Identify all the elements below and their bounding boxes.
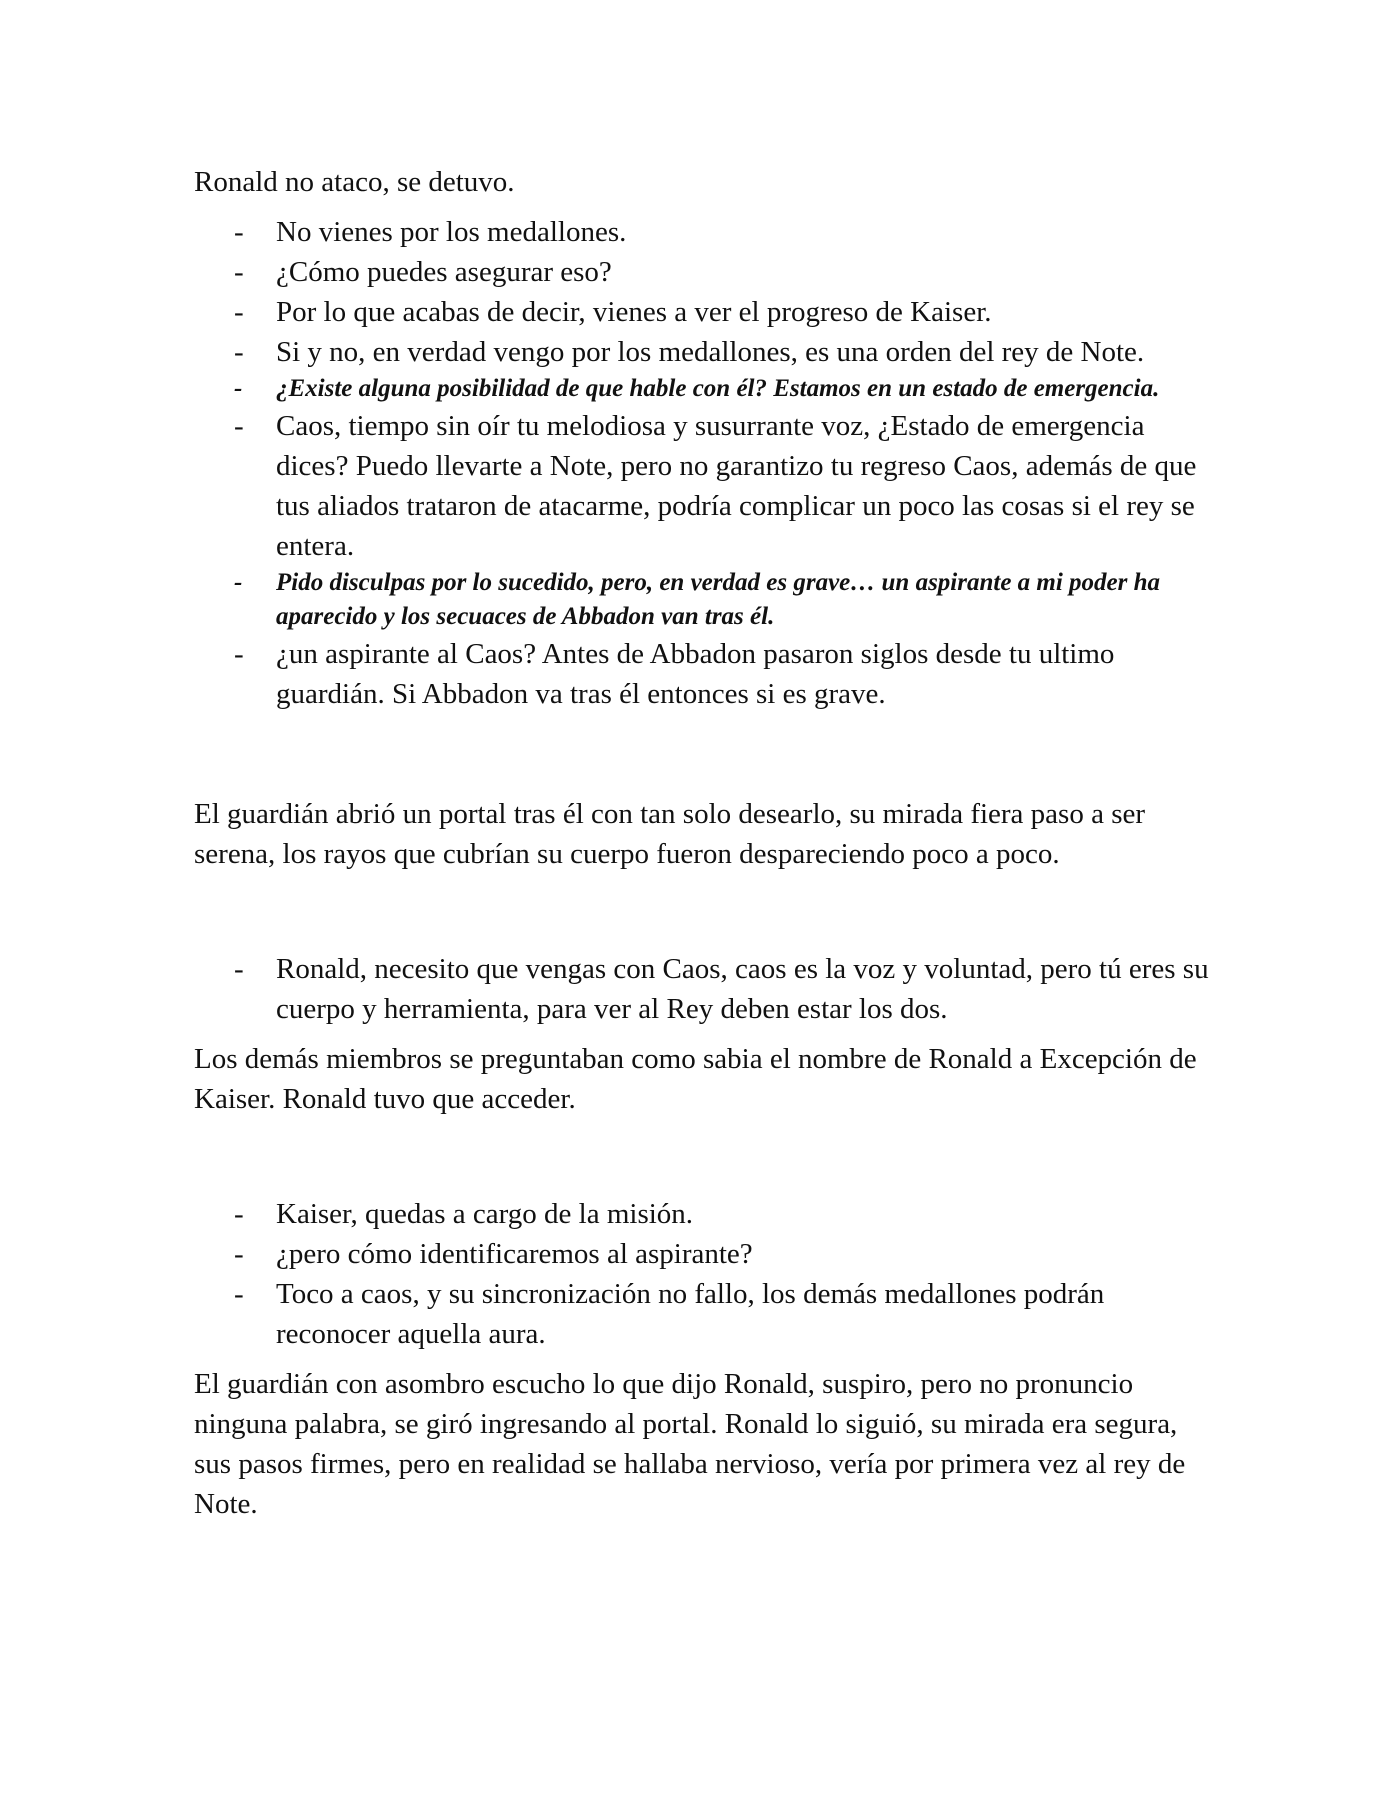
dash-bullet: - [234, 410, 244, 442]
dialogue-line [194, 1194, 1214, 1234]
narration-paragraph: Los demás miembros se preguntaban como sabia el nombre de Ronald a Excepción de Kaiser. Ronald tuvo que acceder. [194, 1043, 1197, 1115]
dialogue-text: ¿Existe alguna posibilidad de que hable con él? Estamos en un estado de emergencia. [276, 375, 1160, 402]
dialogue-text: ¿pero cómo identificaremos al aspirante? [276, 1238, 753, 1270]
page-content [194, 162, 1214, 1524]
dialogue-line [194, 332, 1214, 372]
dialogue-list [194, 1194, 1214, 1354]
dialogue-line-emphasis [194, 566, 1214, 634]
dialogue-text: Si y no, en verdad vengo por los medallones, es una orden del rey de Note. [276, 336, 1145, 368]
dialogue-text: Pido disculpas por lo sucedido, pero, en verdad es grave… un aspirante a mi poder ha aparecido y los secuaces de Abbadon van tras él. [276, 569, 1161, 630]
dash-bullet: - [234, 375, 243, 402]
dialogue-line [194, 292, 1214, 332]
dialogue-line [194, 1234, 1214, 1274]
dialogue-list [194, 212, 1214, 714]
dialogue-text: Por lo que acabas de decir, vienes a ver el progreso de Kaiser. [276, 296, 992, 328]
narration-paragraph: El guardián abrió un portal tras él con tan solo desearlo, su mirada fiera paso a ser serena, los rayos que cubrían su cuerpo fueron despareciendo poco a poco. [194, 798, 1146, 870]
dash-bullet: - [234, 1278, 244, 1310]
dialogue-text: Toco a caos, y su sincronización no fallo, los demás medallones podrán reconocer aquella aura. [276, 1278, 1105, 1350]
dialogue-line-emphasis [194, 372, 1214, 406]
dialogue-text: No vienes por los medallones. [276, 216, 627, 248]
dialogue-text: Caos, tiempo sin oír tu melodiosa y susurrante voz, ¿Estado de emergencia dices? Puedo llevarte a Note, pero no garantizo tu regreso Caos, además de que tus aliados trataron de atacarme, podría complicar un poco las cosas si el rey se entera. [276, 410, 1197, 562]
narration-paragraph: El guardián con asombro escucho lo que dijo Ronald, suspiro, pero no pronuncio ninguna palabra, se giró ingresando al portal. Ronald lo siguió, su mirada era segura, sus pasos firmes, pero en realidad se hallaba nervioso, vería por primera vez al rey de Note. [194, 1368, 1186, 1520]
dash-bullet: - [234, 1238, 244, 1270]
dialogue-text: Ronald, necesito que vengas con Caos, caos es la voz y voluntad, pero tú eres su cuerpo y herramienta, para ver al Rey deben estar los dos. [276, 953, 1209, 1025]
dash-bullet: - [234, 336, 244, 368]
dash-bullet: - [234, 1198, 244, 1230]
dash-bullet: - [234, 638, 244, 670]
dialogue-line [194, 949, 1214, 1029]
dialogue-line [194, 1274, 1214, 1354]
narration-paragraph: Ronald no ataco, se detuvo. [194, 166, 515, 198]
dialogue-text: Kaiser, quedas a cargo de la misión. [276, 1198, 694, 1230]
dash-bullet: - [234, 953, 244, 985]
dash-bullet: - [234, 569, 243, 596]
dash-bullet: - [234, 216, 244, 248]
dialogue-text: ¿un aspirante al Caos? Antes de Abbadon pasaron siglos desde tu ultimo guardián. Si Abbadon va tras él entonces si es grave. [276, 638, 1115, 710]
dialogue-list [194, 949, 1214, 1029]
dialogue-line [194, 634, 1214, 714]
dialogue-line [194, 212, 1214, 252]
dash-bullet: - [234, 296, 244, 328]
dialogue-line [194, 252, 1214, 292]
dash-bullet: - [234, 256, 244, 288]
dialogue-line [194, 406, 1214, 566]
dialogue-text: ¿Cómo puedes asegurar eso? [276, 256, 612, 288]
